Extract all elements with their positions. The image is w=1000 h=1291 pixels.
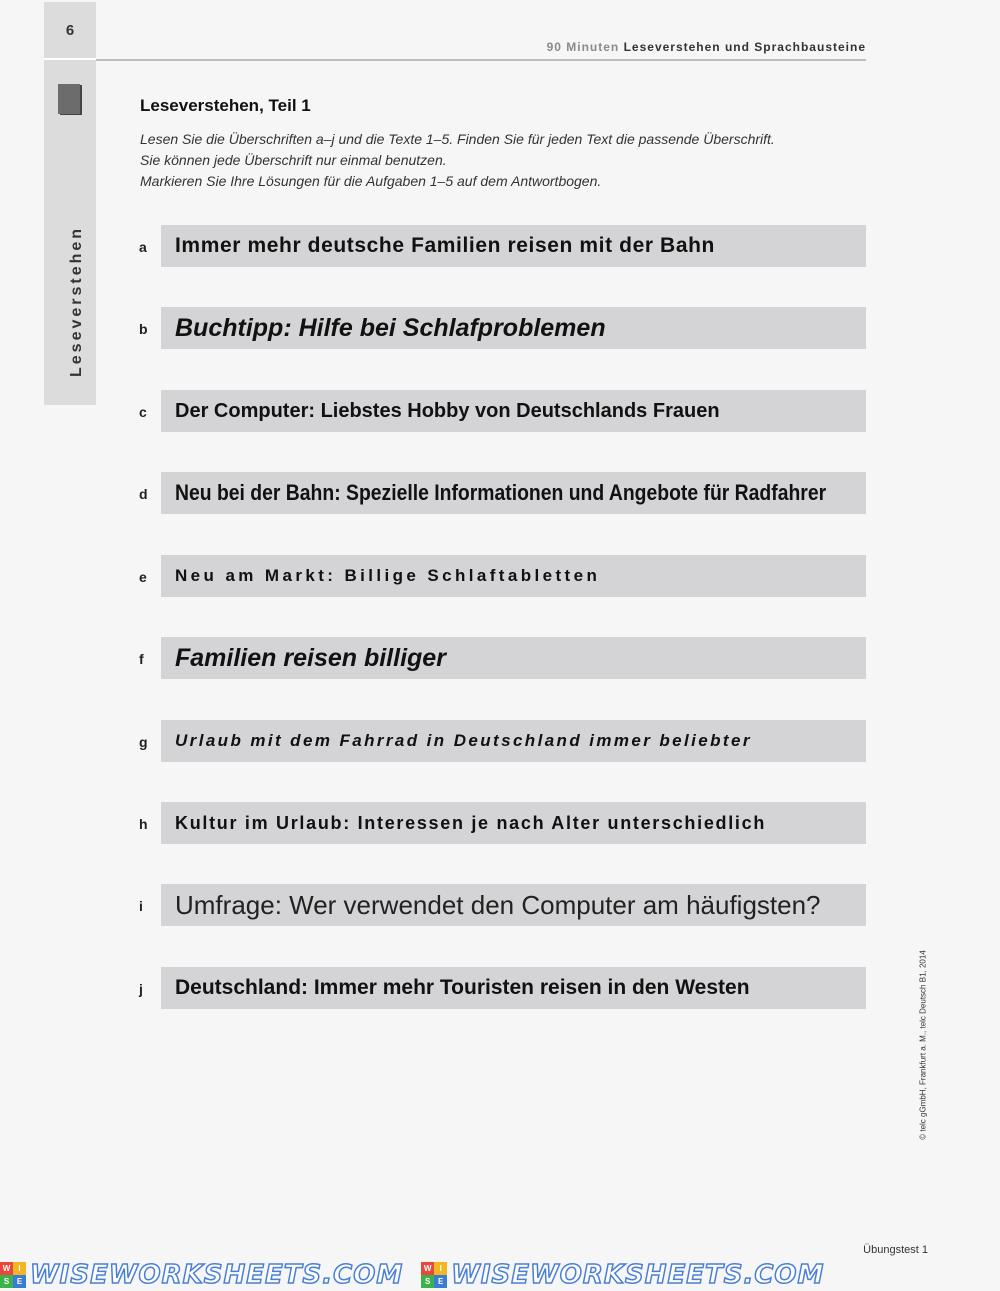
heading-item <box>0 967 1000 1009</box>
heading-text: Kultur im Urlaub: Interessen je nach Alter unterschiedlich <box>175 812 767 833</box>
heading-item <box>0 307 1000 349</box>
heading-letter: b <box>139 321 148 337</box>
heading-item <box>0 802 1000 844</box>
logo-letter: E <box>13 1275 26 1288</box>
task-instructions <box>140 129 870 192</box>
page-number-tab <box>44 2 96 60</box>
heading-item <box>0 390 1000 432</box>
heading-text: Immer mehr deutsche Familien reisen mit der Bahn <box>175 234 715 257</box>
heading-box <box>161 307 866 349</box>
section-label: Leseverstehen <box>68 225 85 377</box>
footer-label: Übungstest 1 <box>863 1244 928 1256</box>
heading-text: Urlaub mit dem Fahrrad in Deutschland immer beliebter <box>175 731 752 750</box>
watermark-logo <box>0 1262 26 1288</box>
heading-box <box>161 225 866 267</box>
watermark-item <box>421 1258 824 1291</box>
logo-letter: E <box>434 1275 447 1288</box>
heading-letter: e <box>139 569 147 585</box>
watermark-item <box>0 1258 403 1291</box>
heading-item <box>0 225 1000 267</box>
book-icon <box>58 84 80 114</box>
heading-box <box>161 555 866 597</box>
header-timing: 90 Minuten <box>546 40 620 54</box>
heading-item <box>0 472 1000 514</box>
heading-text: Deutschland: Immer mehr Touristen reisen in den Westen <box>175 976 750 999</box>
heading-item <box>0 555 1000 597</box>
heading-text: Neu bei der Bahn: Spezielle Informationen und Angebote für Radfahrer <box>175 480 827 505</box>
heading-box <box>161 967 866 1009</box>
running-header <box>547 40 866 54</box>
instruction-line: Markieren Sie Ihre Lösungen für die Aufgaben 1–5 auf dem Antwortbogen. <box>140 173 602 189</box>
task-title: Leseverstehen, Teil 1 <box>140 96 311 115</box>
heading-letter: a <box>139 239 147 255</box>
heading-text: Der Computer: Liebstes Hobby von Deutschlands Frauen <box>175 399 720 422</box>
heading-box <box>161 390 866 432</box>
watermark-text: WISEWORKSHEETS.COM <box>30 1259 404 1290</box>
heading-letter: i <box>139 898 143 914</box>
heading-item <box>0 637 1000 679</box>
logo-letter: W <box>421 1262 434 1275</box>
heading-text: Buchtipp: Hilfe bei Schlafproblemen <box>175 313 606 342</box>
heading-text: Umfrage: Wer verwendet den Computer am häufigsten? <box>175 889 821 920</box>
header-divider <box>96 59 866 61</box>
heading-letter: g <box>139 734 148 750</box>
heading-box <box>161 472 866 514</box>
instruction-line: Sie können jede Überschrift nur einmal benutzen. <box>140 152 447 168</box>
heading-text: Neu am Markt: Billige Schlaftabletten <box>175 566 601 585</box>
watermark-logo <box>421 1262 447 1288</box>
heading-item <box>0 720 1000 762</box>
logo-letter: S <box>421 1275 434 1288</box>
logo-letter: W <box>0 1262 13 1275</box>
heading-letter: d <box>139 486 148 502</box>
watermark-text: WISEWORKSHEETS.COM <box>451 1259 825 1290</box>
page-number: 6 <box>65 22 75 39</box>
logo-letter: I <box>13 1262 26 1275</box>
heading-letter: f <box>139 651 144 667</box>
heading-item <box>0 884 1000 926</box>
heading-text: Familien reisen billiger <box>175 643 446 672</box>
copyright-notice: © telc gGmbH, Frankfurt a. M., telc Deutsch B1, 2014 <box>918 950 928 1140</box>
instruction-line: Lesen Sie die Überschriften a–j und die Texte 1–5. Finden Sie für jeden Text die passende Überschrift. <box>140 131 775 147</box>
heading-box <box>161 637 866 679</box>
heading-letter: j <box>139 981 143 997</box>
heading-letter: c <box>139 404 147 420</box>
heading-box <box>161 720 866 762</box>
heading-box <box>161 802 866 844</box>
watermark-banner <box>0 1258 1000 1291</box>
logo-letter: S <box>0 1275 13 1288</box>
heading-box <box>161 884 866 926</box>
header-title: Leseverstehen und Sprachbausteine <box>623 40 866 54</box>
logo-letter: I <box>434 1262 447 1275</box>
heading-letter: h <box>139 816 148 832</box>
